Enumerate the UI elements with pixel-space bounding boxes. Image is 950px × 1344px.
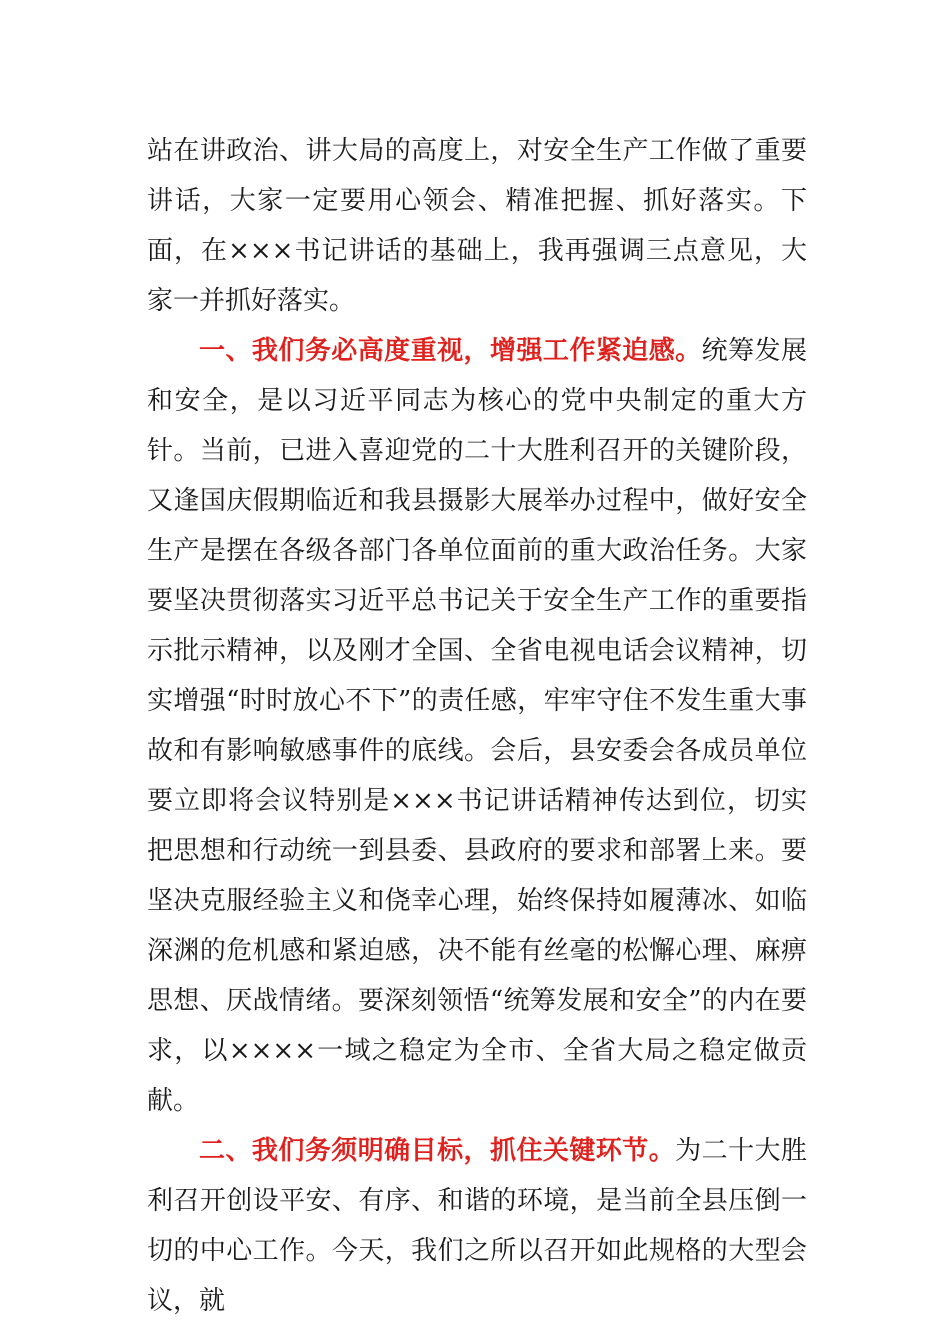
section-heading-one: 一、我们务必高度重视，增强工作紧迫感。 bbox=[199, 336, 702, 366]
paragraph-text: 统筹发展和安全，是以习近平同志为核心的党中央制定的重大方针。当前，已进入喜迎党的二十大胜利召开的关键阶段，又逢国庆假期临近和我县摄影大展举办过程中，做好安全生产是摆在各级各部门各单位面前的重大政治任务。大家要坚决贯彻落实习近平总书记关于安全生产工作的重要指示批示精神，以及刚才全国、全省电视电话会议精神，切实增强“时时放心不下”的责任感，牢牢守住不发生重大事故和有影响敏感事件的底线。会后，县安委会各成员单位要立即将会议特别是×××书记讲话精神传达到位，切实把思想和行动统一到县委、县政府的要求和部署上来。要坚决克服经验主义和侥幸心理，始终保持如履薄冰、如临深渊的危机感和紧迫感，决不能有丝毫的松懈心理、麻痹思想、厌战情绪。要深刻领悟“统筹发展和安全”的内在要求，以××××一域之稳定为全市、全省大局之稳定做贡献。 bbox=[147, 336, 807, 1116]
paragraph-intro-continuation bbox=[147, 126, 807, 326]
paragraph-text: 站在讲政治、讲大局的高度上，对安全生产工作做了重要讲话，大家一定要用心领会、精准把握、抓好落实。下面，在×××书记讲话的基础上，我再强调三点意见，大家一并抓好落实。 bbox=[147, 136, 807, 316]
paragraph-text: 为二十大胜利召开创设平安、有序、和谐的环境，是当前全县压倒一切的中心工作。今天，我们之所以召开如此规格的大型会议，就 bbox=[147, 1136, 807, 1316]
document-body bbox=[147, 126, 807, 1326]
section-heading-two: 二、我们务须明确目标，抓住关键环节。 bbox=[199, 1136, 676, 1166]
paragraph-point-one bbox=[147, 326, 807, 1126]
paragraph-point-two bbox=[147, 1126, 807, 1326]
